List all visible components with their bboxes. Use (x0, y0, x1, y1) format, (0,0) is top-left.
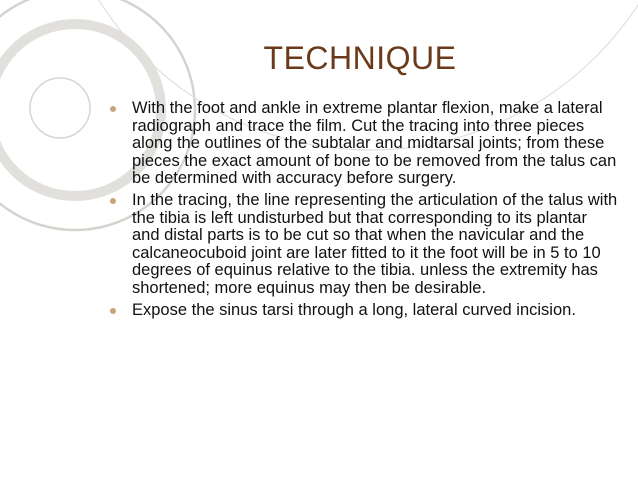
bullet-dot-icon (110, 198, 116, 204)
bullet-list (108, 100, 618, 323)
slide-title: TECHNIQUE (263, 40, 457, 76)
bullet-item (108, 100, 618, 188)
bullet-dot-icon (110, 308, 116, 314)
decorative-ring-small (30, 78, 90, 138)
bullet-dot-icon (110, 106, 116, 112)
bullet-text: Expose the sinus tarsi through a long, lateral curved incision. (132, 300, 576, 319)
bullet-item (108, 302, 618, 320)
bullet-item (108, 192, 618, 298)
bullet-text: In the tracing, the line representing the articulation of the talus with the tibia is left undisturbed but that corresponding to its plantar and distal parts is to be cut so that when the navicular and the calcaneocuboid joint are later fitted to it the foot will be in 5 to 10 degrees of equinus relative to the tibia. unless the extremity has shortened; more equinus may then be desirable. (132, 190, 618, 297)
bullet-text: With the foot and ankle in extreme plantar flexion, make a lateral radiograph and trace the film. Cut the tracing into three pieces along the outlines of the subtalar and midtarsal joints; from these pieces the exact amount of bone to be removed from the talus can be determined with accuracy before surgery. (132, 99, 617, 188)
